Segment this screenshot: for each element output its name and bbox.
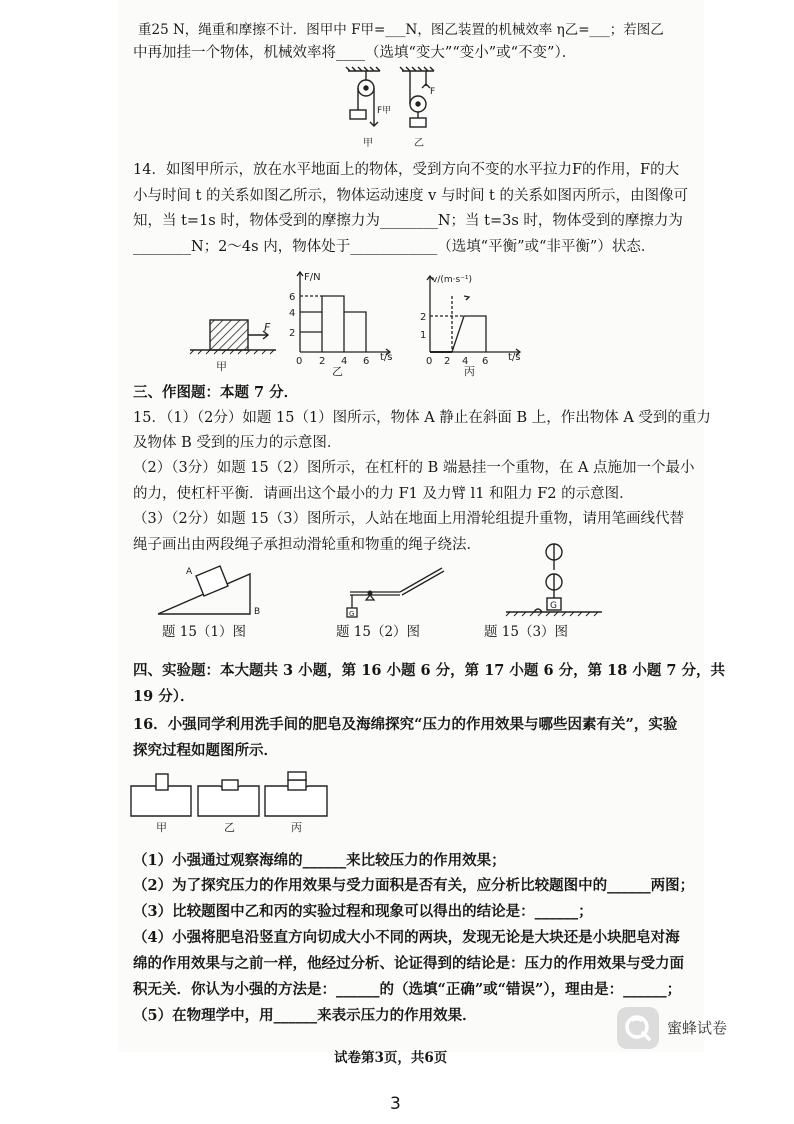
q15-1-label-a: A [186, 567, 193, 577]
watermark-text: 蜜蜂试卷 [667, 1019, 728, 1037]
q16-label-yi: 乙 [224, 821, 235, 834]
q14-jia-force-label: F [264, 321, 271, 334]
q15-2-caption: 题 15（2）图 [336, 624, 421, 640]
q16-sponge-figure [128, 770, 332, 836]
q14-yi-y-tick: 4 [289, 308, 296, 319]
q14-bing-x-tick: 0 [426, 356, 433, 367]
q14-line-4: ________N；2～4s 内，物体处于____________（选填“平衡”或“非平衡”）状态． [133, 239, 656, 255]
section-4-heading-line-1: 四、实验题：本大题共 3 小题，第 16 小题 6 分，第 17 小题 6 分，第 18 小题 7 分，共 [133, 662, 726, 679]
q13-force-label-a: F甲 [377, 106, 392, 116]
section-4-heading-line-2: 19 分）． [133, 688, 195, 705]
q16-sub-5: （5）在物理学中，用______来表示压力的作用效果． [133, 1007, 477, 1024]
q13-pulley-figure [336, 66, 446, 150]
q15-3-label-g: G [550, 601, 557, 611]
q14-yi-x-tick: 6 [363, 356, 370, 367]
q15-line-4: 的力，使杠杆平衡．请画出这个最小的力 F1 及力臂 l1 和阻力 F2 的示意图． [133, 486, 634, 502]
q16-sub-4-line-2: 绵的作用效果与之前一样，他经过分析、论证得到的结论是：压力的作用效果与受力面 [133, 955, 684, 972]
q16-sub-2: （2）为了探究压力的作用效果与受力面积是否有关，应分析比较题图中的______两图； [133, 877, 695, 894]
q14-force-time-graph [284, 266, 400, 378]
page-info: 试卷第3页，共6页 [334, 1050, 448, 1066]
q13-line-1: 重25 N，绳重和摩擦不计．图甲中 F甲=___N，图乙装置的机械效率 η乙=___；若图乙 [138, 22, 664, 38]
q14-bing-x-tick: 4 [462, 356, 469, 367]
q15-line-5: （3）（2分）如题 15（3）图所示，人站在地面上用滑轮组提升重物，请用笔画线代替 [133, 511, 684, 527]
q13-force-label-b: F [430, 87, 436, 97]
q14-bing-x-axis-label: t/s [508, 352, 521, 363]
watermark-logo-icon [617, 1007, 659, 1049]
q15-1-caption: 题 15（1）图 [162, 624, 247, 640]
q16-line-2: 探究过程如题图所示． [133, 742, 278, 759]
q14-line-3: 知，当 t=1s 时，物体受到的摩擦力为________N；当 t=3s 时，物体受到的摩擦力为 [133, 213, 683, 229]
section-3-heading: 三、作图题：本题 7 分． [133, 384, 299, 401]
q16-sub-4-line-1: （4）小强将肥皂沿竖直方向切成大小不同的两块，发现无论是大块还是小块肥皂对海 [133, 929, 680, 946]
q14-bing-y-tick: 1 [420, 330, 427, 341]
q13-label-yi: 乙 [414, 138, 424, 149]
q16-sub-4-line-3: 积无关．你认为小强的方法是：______的（选填“正确”或“错误”），理由是：______； [133, 981, 682, 998]
q14-yi-y-tick: 2 [289, 328, 296, 339]
q16-sub-3: （3）比较题图中乙和丙的实验过程和现象可以得出的结论是：______； [133, 903, 593, 920]
q15-line-2: 及物体 B 受到的压力的示意图． [133, 435, 342, 451]
q14-bing-x-tick: 2 [444, 356, 451, 367]
q14-velocity-time-graph [416, 266, 540, 378]
q15-2-label-g: G [349, 610, 355, 618]
q15-line-1: 15．（1）（2分）如题 15（1）图所示，物体 A 静止在斜面 B 上，作出物体 A 受到的重力 [133, 410, 711, 426]
q14-yi-x-tick: 2 [319, 356, 326, 367]
q14-yi-label: 乙 [332, 365, 343, 378]
q14-bing-y-axis-label: v/(m·s⁻¹) [432, 275, 473, 285]
q14-bing-y-tick: 2 [420, 312, 427, 323]
q15-3-pulley-figure [498, 540, 610, 622]
q13-label-jia: 甲 [363, 138, 373, 149]
q14-yi-x-tick: 4 [341, 356, 348, 367]
q15-1-label-b: B [254, 607, 261, 617]
q16-sub-1: （1）小强通过观察海绵的______来比较压力的作用效果； [133, 852, 506, 869]
q16-label-bing: 丙 [291, 821, 302, 834]
q14-line-1: 14．如图甲所示，放在水平地面上的物体，受到方向不变的水平拉力F的作用，F的大 [133, 162, 680, 178]
q14-bing-x-tick: 6 [482, 356, 489, 367]
q15-3-caption: 题 15（3）图 [484, 624, 569, 640]
q14-yi-y-tick: 6 [289, 292, 296, 303]
q14-yi-x-tick: 0 [296, 356, 303, 367]
q16-line-1: 16．小强同学利用洗手间的肥皂及海绵探究“压力的作用效果与哪些因素有关”，实验 [133, 716, 678, 733]
q14-block-figure [188, 312, 284, 374]
page-number: 3 [390, 1094, 401, 1114]
q14-yi-x-axis-label: t/s [380, 352, 393, 363]
q14-jia-label: 甲 [216, 360, 227, 373]
q15-line-6: 绳子画出由两段绳子承担动滑轮重和物重的绳子绕法． [133, 537, 481, 553]
q14-line-2: 小与时间 t 的关系如图乙所示，物体运动速度 v 与时间 t 的关系如图丙所示，由图像可 [133, 188, 688, 204]
q14-yi-y-axis-label: F/N [304, 272, 321, 283]
q15-line-3: （2）（3分）如题 15（2）图所示，在杠杆的 B 端悬挂一个重物，在 A 点施加一个最小 [133, 460, 695, 476]
q15-2-lever-figure [330, 560, 462, 620]
q15-1-incline-figure [150, 552, 280, 622]
q13-line-2: 中再加挂一个物体，机械效率将____（选填“变大”“变小”或“不变”）． [133, 45, 577, 61]
q14-bing-label: 丙 [464, 365, 475, 378]
q16-label-jia: 甲 [156, 821, 167, 834]
